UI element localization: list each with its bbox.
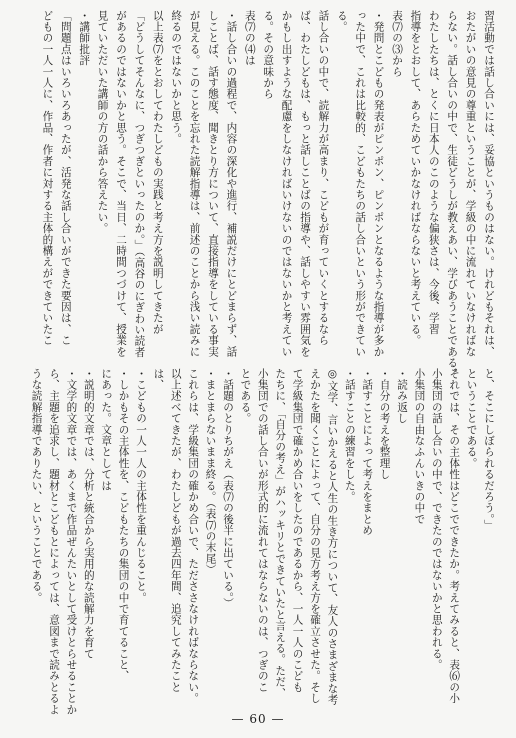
text-column: 指導をとおして、あらためていかなければならないと考えている。 [409, 10, 422, 346]
text-column: 表⑺の⑷は [243, 10, 256, 66]
text-column: ・話すことの練習をした。 [343, 368, 356, 503]
text-column: があるのではないかと思う。そこで、当日、二時間つづけて、授業を [115, 10, 127, 358]
text-column: とである。 [239, 368, 252, 424]
text-column: これらは、学級集団の確かめ合いで、ただささなければならない。 [187, 368, 200, 704]
text-column: 小集団での話し合いが形式的に流れてはならないのは、つぎのこ [256, 368, 269, 693]
text-column: わたしたちは、とくに日本人のこのような偏狭さは、今後、学習 [427, 10, 440, 335]
text-column: うな読解指導でありたい、ということである。 [30, 368, 43, 604]
text-column: たちに、「自分の考え」がハッキリとできていたと言える。ただ、 [274, 368, 287, 699]
text-column: おたがいの意見の尊重ということが、学級の中に流れていなければな [464, 10, 477, 358]
text-column: 「問題点はいろいろあったが、活発な話し合いができた要因は、こ [59, 10, 72, 346]
text-column: ◎文学、言いかえると人生の生き方について、友人のさまざまな考 [326, 368, 339, 706]
text-column: 以上表⑺をとおしてわたしどもの実践と考え方を説明してきたが [151, 10, 164, 335]
page-number: — 60 — [231, 712, 285, 726]
text-column: えかたを聞くことによって、自分の見方考え方を確立させた。そし [309, 368, 321, 704]
text-column: ・説明的文章では、分析と統合から実用的な読解力を育て [82, 368, 95, 660]
text-column: 習活動では話し合いには、妥協というものはない。けれどもそれは、 [483, 10, 495, 358]
text-column: 見ていただいた講師の方の話から答えたい。 [96, 10, 109, 234]
text-column: は、 [152, 368, 165, 391]
text-column: て学級集団で確かめ合いをしたのであるから、一人一人のこども [291, 368, 304, 693]
text-column: 表⑺の⑶から [391, 10, 403, 78]
text-column: ・文学的文章では、あくまで作品ぜんたいとして受けとらせることか [65, 368, 78, 716]
text-column: と、そこにしぼられるだろう。」 [483, 368, 495, 531]
text-column: 話し合いの中で、読解力が高まり、こどもが育っていくとするなら [317, 10, 330, 346]
text-column: ら、主題を追求し、題材とこどもとによっては、意図まで読みとるよ [48, 368, 60, 716]
text-column: ば、わたしどもは、もっと話しことばの指導や、話しやすい雰囲気を [299, 10, 311, 358]
text-column: ・自分の考えを整理し [378, 368, 391, 480]
text-column: かもし出すような配慮をしなければいけないのではないかと考えてい [280, 10, 293, 358]
text-column: ・しかもその主体性を、こどもたちの集団の中で育てること、 [117, 368, 130, 682]
text-column: 終るのではないかと思う。 [170, 10, 183, 145]
text-column: しことば、話す態度、聞きとり方について、直接指導をしている事実 [207, 10, 219, 358]
text-column: る。 [335, 10, 348, 33]
text-column: にあった。文章としては [100, 368, 113, 492]
text-column: ・話題のとりちがえ（表⑺の後半に出ている。） [222, 368, 234, 610]
text-column: ということである。 [465, 368, 478, 469]
text-column: ・こどもの一人一人の主体性を重んじること。 [135, 368, 147, 604]
text-column: ・まとまらないまま終る。（表⑺の末尾） [204, 368, 217, 576]
text-column: る。その意味から [262, 10, 275, 100]
text-column: 小集団の自由なふんいきの中で [413, 368, 426, 525]
text-column: 「どうしてそんなに、つぎつぎといったのか。」（高谷のにぎわい読者 [133, 10, 146, 358]
text-column: った中で、これは比較的、こどもたちの話し合いという形ができてい [354, 10, 367, 358]
text-column: 以上述べてきたが、わたしどもが過去四年間、追究してみたこと [169, 368, 182, 693]
text-column: らない。話し合いの中で、生徒どうしが教えあい、学びあうことである。 [446, 10, 459, 380]
text-column: どもの一人一人に、作品、作者に対する主体的構えができていたこ [41, 10, 54, 346]
text-column: 小集団の話し合いの中で、できたのではないかと思われる。 [430, 368, 443, 671]
text-column: ・話し合いの過程で、内容の深化や進行、補説だけにとどまらず、話 [225, 10, 238, 358]
text-column: それでは、その主体性はどこでできたか。考えてみると、表⑹の小 [448, 368, 461, 704]
text-column: が見える。このことを忘れた読解指導は、前述のことから浅い読みに [188, 10, 201, 358]
text-column: ・読み返し [396, 368, 408, 424]
text-column: ・話すことによって考えをまとめ [361, 368, 374, 536]
text-column: ・発問とこどもの発表がピンポン、ピンポンとなるような指導が多か [372, 10, 385, 358]
text-column: ・講師批評 [78, 10, 91, 66]
